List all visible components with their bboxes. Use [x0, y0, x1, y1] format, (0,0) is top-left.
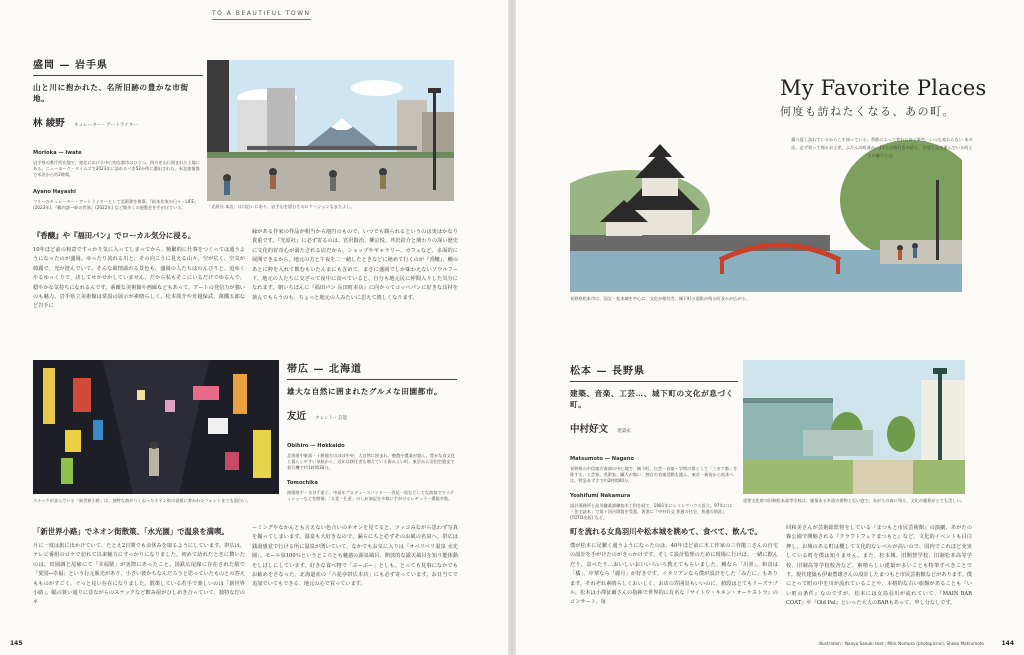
morioka-body-col1: 10年ほど前の和意ですっかり気に入ってしまってから、頻繁的に仕事をつくっては通うようになったのが盛岡。ゆったり流れる川と、その向こうに見える山々。空が広く、空気が綺麗で、光が澄んでいて。そんな風情溢れる景色も、盛岡の人たちはのんびりと、追ゆくやるゆっくりで、決してせかせかしていません。だから私もそこにいるだけでゆるんで、穏やかな気持ちになれるんです。素敵な美術館や画廊などもあって、アートの発信力が強いのも魅力。岩手県立美術館は常設の展示が素晴らしく、松本竣介や舟越保武、萬鐵五郎など岩手に — [33, 247, 245, 310]
obihiro-person-line — [287, 404, 457, 423]
matsumoto-role: 建築家 — [617, 429, 631, 434]
divider — [287, 379, 457, 380]
left-page-number: 145 — [10, 640, 23, 647]
morioka-body-col2: 縁がある作家の作品が相当から地円のもので、いつでも観られるというのは実はかなり貴重です。『光原社』に必ず寄るのは、宮沢賢治、柳宗悦、芹沢銈介と関わりの深い歴史に文化的好奇心が満たされる店だから。ショップやギャラリー、カフェなど、多面的に展開できるから。地元の方と午夜を二一緒したときなどに絶めて行くのが『香醸』。鰻のあとに粋を入れて飲むもいたんまにも含めて、まさに盛岡でしか味わえないソウルフード。地元の人たちに交ざって夜中に食べていると、自分も地元民に仲間入りした気分になれます。朝いちばんに『福田パン 長田町本店』に向かってコッペパンに好きな具材を挟んでもらうのも、ちょっと地元の人みたいに思えて嬉しくなります。 — [252, 229, 458, 301]
morioka-illustration — [207, 60, 454, 201]
obihiro-en-city: Obihiro — Hokkaido — [287, 443, 345, 449]
morioka-caption: 「光原社 本店」は川沿いにあり、岩手山を望むそのロケーションもまたよし。 — [207, 204, 355, 209]
matsumoto-person-line — [570, 417, 738, 436]
matsumoto-body-col1: 僕が松本に足繁く通うようになったのは、40年ほど前に木工作家の三谷龍二さんの自宅の設計を手がけたのがきっかけです。そして設計監理のために現場に行けば、一緒に飲んだり、食べたり…おいしいおいいろいろ教えてもらいました。鰻なら「川喜」、和食は「橘」、中華なら「麗月」が好きです。イタリアンなら僕が設計をした「みたに」もあります。それぞれ素晴らしくおいしく、お店の雰囲気もいいのに、値段はとてもリーズナブル。松本は小澤征爾さんの指揮で世界的に有名な『サイトウ・キネン・オーケストラ』のコンサート、毎 — [570, 543, 778, 606]
matsumoto-desc: 長野県の中信地方南部の中心地で、城下町、白芸・音楽・学問の都として「三ガク都」を称する。工芸家、美術家、職人が集い、独自の音楽活動も盛ん。東京・新宿から松本へは、特急あずさで約2時間40分。 — [570, 466, 738, 484]
obihiro-role: タレント・芸能 — [315, 416, 348, 421]
morioka-bio: フリーのキュレーター・アートライターとして美術書を執筆。『絵本作家の日々・LIFE』(2023年)、『鶴内説—絵の世界』(2022年) など数多くの展覧会を手がけている。 — [33, 198, 199, 210]
obihiro-bio: 演歌歌手・水谷千重子、中高年プロデュースパイター・西尾一男などしてな演技でマイティショーなどを開催。「太花・扎恵」のしめ演記を多様に手がけるレギュラー番組多数。 — [287, 489, 455, 501]
matsumoto-city: 松本 — 長野県 — [570, 366, 645, 377]
matsumoto-en-city: Matsumoto — Nagano — [570, 456, 635, 462]
morioka-header — [33, 56, 203, 211]
obihiro-desc: 北海道中東部・十勝地方のほぼ中央、大自然に囲まれ、酪農や農業が盛ん。豊かな食文化と暮らしやすい気候から、近年は移住者も増えている街みよい町。東京から羽田空港まで着行機で約1時間30分。 — [287, 453, 456, 471]
matsumoto-bio: 設計事務所と品川職業訓練校木工科を経て、1981年にレミングハウス設立。97年には「住宅読本」で第十回吉岡賞を受賞。著書に『中村好文 普通の住宅、普通の別荘』(TOTO出版) など。 — [570, 502, 733, 521]
feature-title: My Favorite Places — [780, 76, 987, 100]
morioka-person: 林 綾野 — [33, 118, 65, 129]
matsumoto-body-col2: 回和美さんが芸術総監督をしている『まつもと市民芸術館』の演劇、あがたの森公園で開催される『クラフトフェアまつもと』など、文化的イベントも目白押し。お城のある町は概して文化的なレベルが高いので、国内でこれほど充実している町を僕は知りません。また、松本城、旧開智学校、旧制松本高等学校、旧制高等学校校舎など、素晴らしい建築が多いことも特筆すべきことです。現代建築も伊東豊雄さんの設計したまつもと市民芸術館などがあります。僕にとって町の中を川が流れていることや、本格的な古い旅館があることも『いい町の条件』なのですが、松本には女鳥羽川が流れていて、『MAIN BAR COAT』や『Old Pal』といった大人のBARもあって、申し分なしです。 — [786, 525, 972, 607]
matsumoto-caption: 重要文化財の旧制松本高等学校は、風情ある木造の建物と広い庭で、あがたの森に残る、文化の風景がとても美しい。 — [743, 498, 965, 503]
obihiro-body-col1: 月に一度は旅に出かけていて、たとえ2日間でもお休みを取るようにしています。帯広は、テレビ番組のロケで訪れて以来魅力にすっかりになりました。初めて訪れたときに贅いたのは、田園調と尾締にて「幸福駅」が実際にあったこと。国鉄広尾線に存在された駅で「愛国↔幸福」という行元販売があり、小さい彼かちなんだろうと思っていたものとの答えもものがすごく、ぐっと見い存在になりました。散策している若手で楽しいのは「新世界小路」。幅の狭い通りに昔ながらのスナックなど飲み屋がひしめき合っていて、独特な佇のネ — [33, 543, 245, 606]
feature-subtitle: 何度も訪ねたくなる、あの町。 — [780, 105, 955, 118]
obihiro-caption: スナックが並んでいる「新世界小路」は、独特な曲がりくねったネオン街の看板に書かれたフォントまでも面白い。 — [33, 498, 251, 503]
morioka-role: キュレーター・アートライター — [73, 123, 138, 128]
morioka-desc: 岩手県の県庁所在地で、東北における中心的な都市のひとつ。四方を山に囲まれた土地にある。ニューヨーク・タイムズで2023年に訪れるべき52か所に選出された。米北旅情都で米沢から約2時間。 — [33, 160, 201, 178]
page-gutter — [508, 0, 516, 655]
morioka-person-line — [33, 111, 203, 130]
matsumoto-person: 中村好文 — [570, 424, 609, 435]
morioka-en-city: Morioka — Iwate — [33, 150, 82, 156]
obihiro-body-col2: ーミングやなかんとも言えない色合いのネオンを見てると、ツッコみながら思わず写真を撮ってしまいます。温泉も大好きなので、漏らにちと必ずそのお風の名泉へ。帯広は銭湯感覚で行ける所に温泉が湧いていて、なかでもお気に入りは「オベリベリ温泉 水光園」。モール泉100％というところとも魅惑の源泉風呂、開放的な露天風呂を知り能体動をしばしにしています。好きな食べ物で「ぶーぶー」としも。とっても見事になかでもお勧めをさなった、北海道産の「六花亭帯広本店」にも必ず寄っています。お日当てで追加でいてもできる、地元の心で買っています。 — [252, 525, 458, 588]
matsumoto-heading: 町を流れる女鳥羽川や松本城を眺めて、食べて、飲んで。 — [570, 527, 762, 536]
matsumoto-tagline: 建築、音楽、工芸…、城下町の文化が息づく町。 — [570, 389, 734, 409]
masthead: TO A BEAUTIFUL TOWN — [212, 10, 311, 20]
matsumoto-header — [570, 362, 738, 521]
obihiro-person: 友近 — [287, 411, 307, 422]
feature-title-block — [780, 76, 1000, 119]
matsumoto-school-illustration — [743, 360, 965, 494]
divider — [33, 75, 203, 76]
morioka-heading: 『香醸』や『福田パン』でローカル気分に浸る。 — [33, 231, 196, 240]
obihiro-header — [287, 360, 457, 502]
obihiro-city: 帯広 — 北海道 — [287, 364, 362, 375]
feature-intro: 繰り返し訪れているからこそ知っている、季節によって変わりゆく景色。いつも変わらない あの店、必ず買って帰るお土産、ふだんの町並み。11人の旅好きが語る、何度も足を運んでいる町とその魅力とは。 — [791, 137, 973, 158]
obihiro-en-person: Tomochika — [287, 479, 318, 486]
obihiro-tagline: 雄大な自然に囲まれたグルメな田園都市。 — [287, 387, 443, 396]
credit-line: Illustration : Naoya Sanuki text : Mick Nomura (photopicnic), Shoko Matsumoto — [818, 641, 984, 646]
right-page-number: 144 — [1001, 640, 1014, 647]
obihiro-heading: 「新世界小路」でネオン街散策、「水光園」で温泉を満喫。 — [33, 527, 229, 536]
morioka-tagline: 山と川に抱かれた、名所旧跡の豊かな市街地。 — [33, 83, 189, 103]
hero-caption: 長野県松本市は、国宝・松本城を中心に、文化が根付き、城下町の面影が残る町並みが広がる。 — [570, 296, 750, 301]
divider — [570, 381, 738, 382]
obihiro-illustration — [33, 360, 279, 494]
morioka-city: 盛岡 — 岩手県 — [33, 60, 108, 71]
matsumoto-en-person: Yoshifumi Nakamura — [570, 492, 631, 499]
morioka-en-person: Ayano Hayashi — [33, 188, 76, 195]
